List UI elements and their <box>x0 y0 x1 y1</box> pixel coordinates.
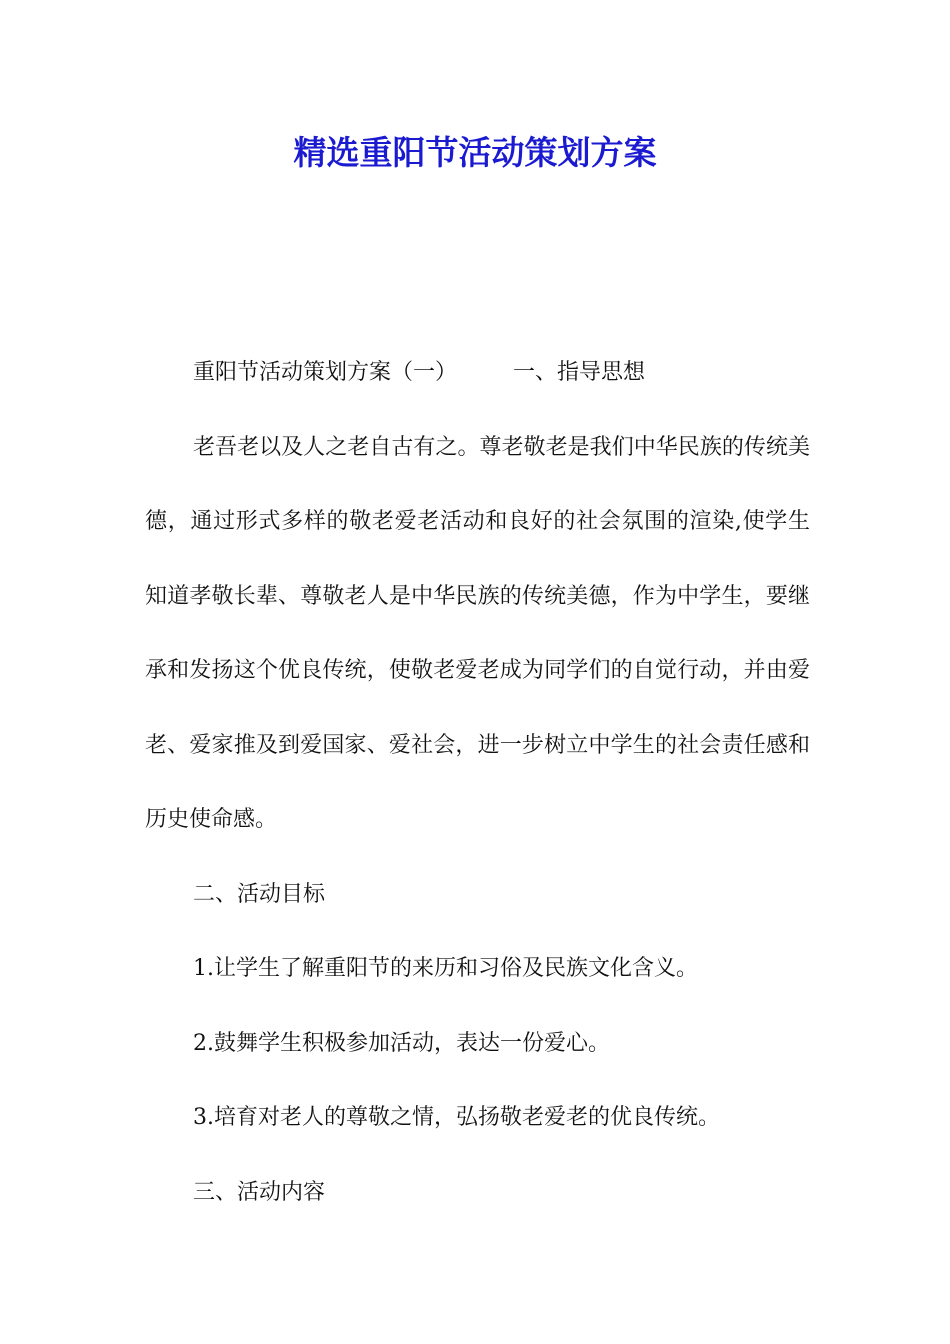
document-body <box>145 336 810 1230</box>
guiding-thought-paragraph: 老吾老以及人之老自古有之。尊老敬老是我们中华民族的传统美德，通过形式多样的敬老爱老活动和良好的社会氛围的渲染,使学生知道孝敬长辈、尊敬老人是中华民族的传统美德，作为中学生，要继承和发扬这个优良传统，使敬老爱老成为同学们的自觉行动，并由爱老、爱家推及到爱国家、爱社会，进一步树立中学生的社会责任感和历史使命感。 <box>145 434 810 832</box>
goal-item-2: 2.鼓舞学生积极参加活动，表达一份爱心。 <box>193 1030 610 1056</box>
section-one-heading: 一、指导思想 <box>513 360 646 385</box>
section-three-heading: 三、活动内容 <box>193 1179 326 1205</box>
plan-heading: 重阳节活动策划方案（一） <box>193 360 458 385</box>
page-title: 精选重阳节活动策划方案 <box>293 133 657 172</box>
plan-heading-line <box>145 336 810 411</box>
goal-item-1: 1.让学生了解重阳节的来历和习俗及民族文化含义。 <box>193 956 698 981</box>
section-two-heading: 二、活动目标 <box>193 881 326 907</box>
goal-item-3: 3.培育对老人的尊敬之情，弘扬敬老爱老的优良传统。 <box>193 1105 720 1130</box>
